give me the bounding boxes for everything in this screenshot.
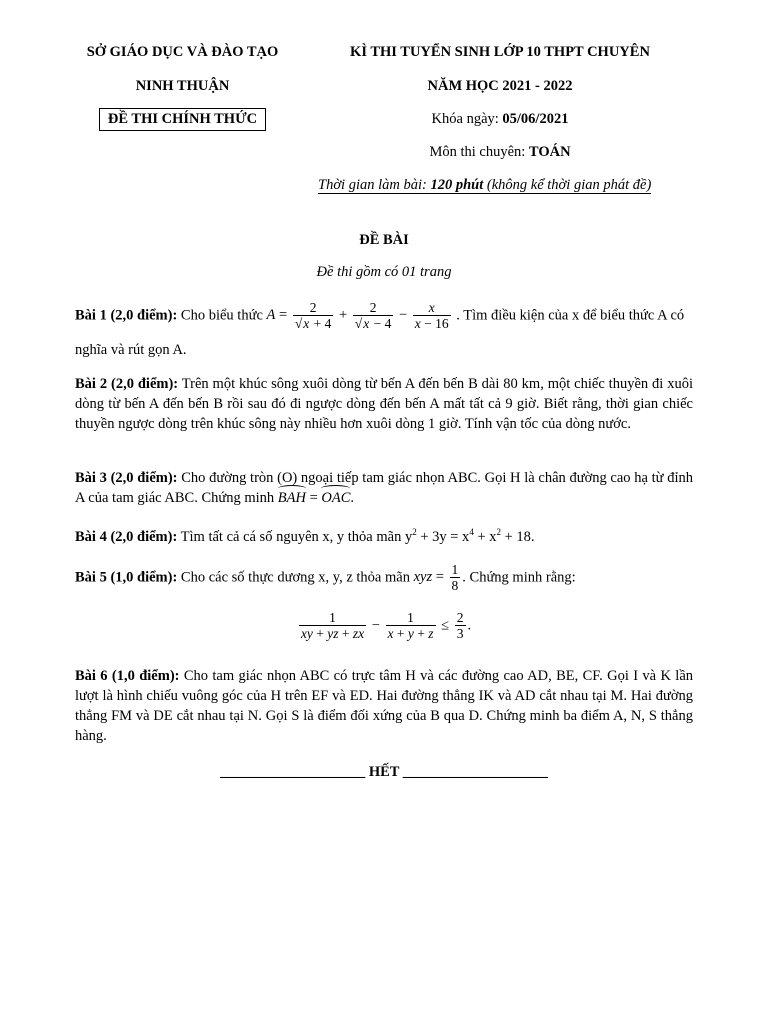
time-note: (không kể thời gian phát đề) xyxy=(483,177,652,193)
page-subtitle: Đề thi gồm có 01 trang xyxy=(316,264,452,280)
subject: TOÁN xyxy=(528,144,571,160)
problem-1-label: Bài 1 (2,0 điểm): xyxy=(75,307,178,324)
time-line xyxy=(318,177,688,194)
problem-5-label: Bài 5 (1,0 điểm): xyxy=(75,569,178,586)
problem-1 xyxy=(75,300,693,332)
angle-equation: BAH = OAC xyxy=(277,490,351,506)
problem-4-text-c: + x xyxy=(473,529,497,545)
problem-6 xyxy=(75,666,693,746)
problem-2 xyxy=(75,374,693,434)
formula-xyz: xyz = $\frac{1}{8}$ xyxy=(413,562,459,593)
problem-3: Bài 3 (2,0 điểm): Cho đường tròn (O) ngoại tiếp tam giác nhọn ABC. Gọi H là chân đường cao hạ từ đỉnh A của tam giác ABC. Chứng minh BAH = OAC. xyxy=(75,470,693,506)
problem-3-text: Cho đường tròn (O) ngoại tiếp tam giác nhọn ABC. Gọi H là chân đường cao hạ từ đỉnh A của tam giác ABC. Chứng minh xyxy=(75,470,693,506)
time-value: 120 phút xyxy=(430,177,484,193)
problem-4-label: Bài 4 (2,0 điểm): xyxy=(75,529,178,545)
problem-1-line2: nghĩa và rút gọn A. xyxy=(75,342,187,358)
problem-5 xyxy=(75,562,693,594)
problem-3-label: Bài 3 (2,0 điểm): xyxy=(75,470,178,486)
problem-1-text-after: . Tìm điều kiện của x để biểu thức A có xyxy=(456,307,685,324)
problem-2-text: Trên một khúc sông xuôi dòng từ bến A đến bến B dài 80 km, một chiếc thuyền đi xuôi dòng từ bến A đến bến B rồi sau đó đi ngược dòng đến bến A mất tất cả 9 giờ. Biết rằng, thời gian chiếc thuyền ngược dòng trên khúc sông này nhiều hơn xuôi dòng 1 giờ. Tính vận tốc của dòng nước. xyxy=(75,376,693,432)
problem-5-text-after: . Chứng minh rằng: xyxy=(462,569,576,586)
problem-6-text: Cho tam giác nhọn ABC có trực tâm H và các đường cao AD, BE, CF. Gọi I và K lần lượt là hình chiếu vuông góc của H trên EF và ED. Hai đường thẳng IK và AD cắt nhau tại M. Hai đường thẳng FM và DE cắt nhau tại N. Gọi S là điểm đối xứng của B qua D. Chứng minh ba điểm A, N, S thẳng hàng. xyxy=(75,668,694,744)
official-label: ĐỀ THI CHÍNH THỨC xyxy=(99,108,266,131)
exam-title: KÌ THI TUYỂN SINH LỚP 10 THPT CHUYÊN xyxy=(350,44,650,60)
exam-date-label: Khóa ngày: xyxy=(431,111,503,127)
end-marker: ____________________ HẾT ____________________ xyxy=(220,764,548,780)
province-name: NINH THUẬN xyxy=(135,78,230,94)
problem-1-text-before: Cho biểu thức xyxy=(177,307,267,324)
exam-date-line xyxy=(320,111,680,128)
inequality-formula: $\frac{1}{xy + yz + zx}$ − $\frac{1}{x + y + z}$ ≤ $\frac{2}{3}$ . xyxy=(300,610,472,641)
exam-date: 05/06/2021 xyxy=(502,111,569,127)
problem-5-text-before: Cho các số thực dương x, y, z thỏa mãn xyxy=(177,569,414,586)
problem-2-label: Bài 2 (2,0 điểm): xyxy=(75,376,179,392)
subject-label: Môn thi chuyên: xyxy=(429,144,529,160)
problem-6-label: Bài 6 (1,0 điểm): xyxy=(75,668,180,684)
time-label: Thời gian làm bài: xyxy=(318,177,431,193)
page-title: ĐỀ BÀI xyxy=(359,232,409,248)
problem-4-text-d: + 18. xyxy=(501,529,535,545)
dept-name: SỞ GIÁO DỤC VÀ ĐÀO TẠO xyxy=(86,44,279,60)
official-box xyxy=(60,108,305,131)
school-year: NĂM HỌC 2021 - 2022 xyxy=(427,78,573,94)
problem-4-text-b: + 3y = x xyxy=(416,529,470,545)
problem-4-text: Tìm tất cả cá số nguyên x, y thỏa mãn y xyxy=(177,529,413,545)
problem-4: Bài 4 (2,0 điểm): Tìm tất cả cá số nguyên x, y thỏa mãn $y^2 + 3y = x^4 + x^2 + 18$. xyxy=(75,527,535,545)
subject-line xyxy=(320,144,680,161)
formula-a: A = $\frac{2}{√x + 4}$ + $\frac{2}{√x - 4}$ − $\frac{x}{x - 16}$ xyxy=(266,300,449,331)
time-text xyxy=(318,177,651,194)
